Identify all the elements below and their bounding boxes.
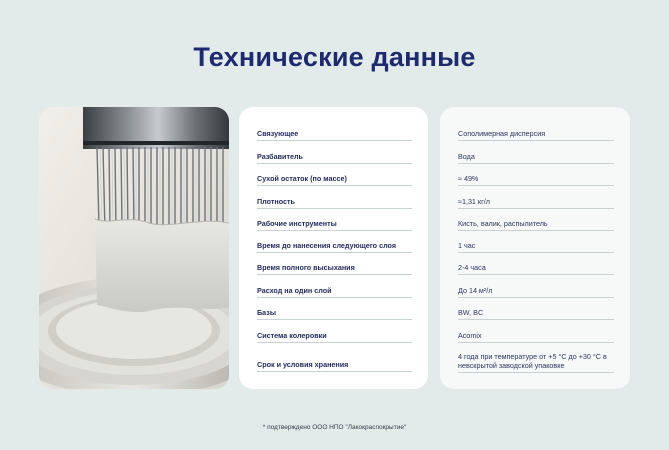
parameter-labels-card — [239, 107, 428, 389]
label-thinner: Разбавитель — [257, 152, 412, 164]
page-title: Технические данные — [193, 42, 476, 72]
label-bases: Базы — [257, 308, 412, 320]
value-density: ≈1,31 кг/л — [458, 197, 614, 209]
value-binder: Сополимерная дисперсия — [458, 129, 614, 141]
value-thinner: Вода — [458, 152, 614, 164]
label-recoat-time: Время до нанесения следующего слоя — [257, 241, 412, 253]
value-tinting-system: Acomix — [458, 331, 614, 343]
label-density: Плотность — [257, 197, 412, 209]
label-storage: Срок и условия хранения — [257, 360, 412, 372]
value-storage: 4 года при температуре от +5 °С до +30 °С в невскрытой заводской упаковке — [458, 352, 614, 373]
value-dry-residue: ≈ 49% — [458, 174, 614, 186]
label-consumption: Расход на один слой — [257, 286, 412, 298]
value-tools: Кисть, валик, распылитель — [458, 219, 614, 231]
value-bases: BW, BC — [458, 308, 614, 320]
label-dry-residue: Сухой остаток (по массе) — [257, 174, 412, 186]
value-full-dry-time: 2-4 часа — [458, 263, 614, 275]
footnote: * подтверждено ООО НПО "Лакокраспокрытие" — [262, 424, 407, 431]
parameter-values-card — [440, 107, 630, 389]
paint-brush-photo — [39, 107, 229, 389]
value-recoat-time: 1 час — [458, 241, 614, 253]
label-full-dry-time: Время полного высыхания — [257, 263, 412, 275]
label-binder: Связующее — [257, 129, 412, 141]
label-tools: Рабочие инструменты — [257, 219, 412, 231]
label-tinting-system: Система колеровки — [257, 331, 412, 343]
value-consumption: До 14 м²/л — [458, 286, 614, 298]
